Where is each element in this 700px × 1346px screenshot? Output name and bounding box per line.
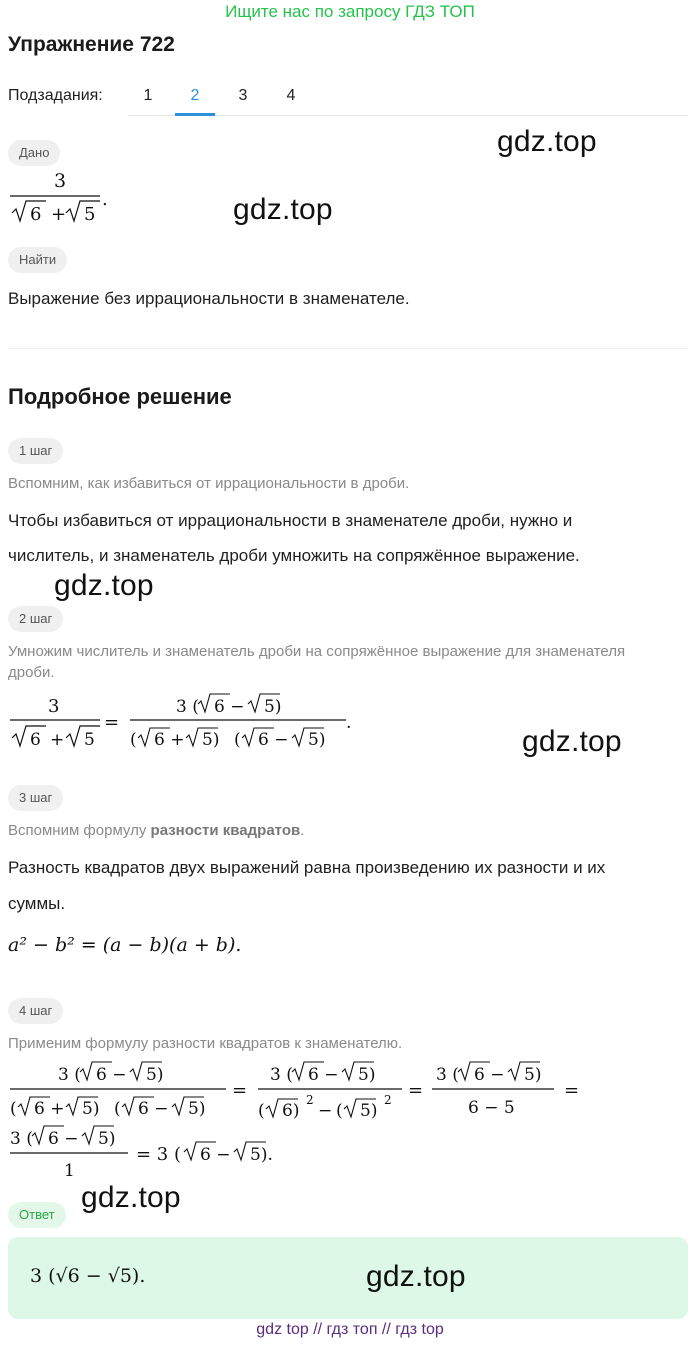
svg-text:1: 1 — [64, 1161, 75, 1181]
svg-text:=: = — [232, 1080, 248, 1101]
step-1-chip: 1 шаг — [8, 438, 63, 464]
svg-text:−: − — [318, 1101, 333, 1121]
footer-links[interactable]: gdz top // гдз топ // гдз top — [256, 1321, 444, 1338]
svg-text:5): 5) — [82, 1099, 100, 1119]
step-1-text-line1: Чтобы избавиться от иррациональности в знаменателе дроби, нужно и — [8, 511, 573, 530]
active-tab-indicator — [175, 113, 215, 116]
step-2-chip: 2 шаг — [8, 606, 63, 632]
svg-text:5): 5) — [98, 1129, 116, 1149]
svg-text:(: ( — [336, 1101, 343, 1121]
tab-4[interactable]: 4 — [286, 87, 296, 104]
search-banner[interactable]: Ищите нас по запросу ГДЗ ТОП — [225, 2, 475, 21]
tab-1[interactable]: 1 — [143, 87, 153, 104]
svg-text:3 (: 3 ( — [436, 1065, 459, 1085]
solution-title: Подробное решение — [8, 384, 232, 409]
step-4-chip: 4 шаг — [8, 998, 63, 1024]
svg-text:3: 3 — [48, 696, 60, 717]
given-den-op: + — [51, 204, 67, 225]
svg-text:3 (: 3 ( — [176, 697, 199, 717]
svg-text:6: 6 — [30, 730, 41, 750]
given-fraction — [8, 165, 118, 229]
watermark: gdz.top — [54, 569, 154, 602]
given-den-b: 5 — [84, 204, 96, 225]
svg-text:6 −: 6 − — [474, 1065, 505, 1085]
svg-text:6 +: 6 + — [154, 730, 185, 750]
subtasks-label: Подзадания: — [8, 87, 103, 104]
step-2-hint-line1: Умножим числитель и знаменатель дроби на сопряжённое выражение для знаменателя — [8, 643, 626, 660]
svg-text:5): 5) — [524, 1065, 542, 1085]
find-chip: Найти — [8, 247, 67, 273]
svg-text:5: 5 — [84, 730, 95, 750]
svg-text:2: 2 — [306, 1093, 314, 1107]
svg-text:=: = — [104, 712, 120, 733]
svg-text:5): 5) — [146, 1065, 164, 1085]
svg-text:5): 5) — [188, 1099, 206, 1119]
svg-text:5): 5) — [360, 1101, 378, 1121]
step-3-chip: 3 шаг — [8, 785, 63, 811]
watermark: gdz.top — [81, 1181, 181, 1214]
svg-text:= 3 (: = 3 ( — [136, 1144, 181, 1165]
svg-text:6): 6) — [282, 1101, 300, 1121]
answer-value: 3 (√6 − √5). — [30, 1265, 146, 1287]
find-text: Выражение без иррациональности в знаменателе. — [8, 289, 410, 308]
svg-text:6 −: 6 − — [138, 1099, 169, 1119]
svg-text:6 +: 6 + — [34, 1099, 65, 1119]
given-period: . — [102, 189, 108, 210]
svg-text:3 (: 3 ( — [270, 1065, 293, 1085]
svg-text:5): 5) — [202, 730, 220, 750]
svg-text:5): 5) — [264, 697, 282, 717]
svg-text:5).: 5). — [250, 1145, 273, 1165]
svg-text:(: ( — [130, 730, 137, 750]
svg-text:(: ( — [234, 730, 241, 750]
svg-text:6 −: 6 − — [48, 1129, 79, 1149]
svg-text:6 −: 6 − — [200, 1145, 231, 1165]
svg-text:2: 2 — [384, 1093, 392, 1107]
svg-text:3 (: 3 ( — [10, 1129, 33, 1149]
given-numerator: 3 — [54, 170, 67, 192]
step-3-hint — [8, 822, 304, 839]
step-3-hint-bold: разности квадратов — [150, 822, 301, 839]
step-1-hint: Вспомним, как избавиться от иррациональности в дроби. — [8, 475, 410, 492]
svg-text:+: + — [50, 730, 65, 750]
step-1-text-line2: числитель, и знаменатель дроби умножить на сопряжённое выражение. — [8, 546, 580, 565]
given-chip: Дано — [8, 140, 60, 166]
svg-text:(: ( — [10, 1099, 17, 1119]
step-2-hint-line2: дроби. — [8, 664, 55, 681]
section-divider — [8, 348, 688, 349]
svg-text:(: ( — [258, 1101, 265, 1121]
given-den-a: 6 — [30, 204, 42, 225]
watermark: gdz.top — [233, 193, 333, 226]
svg-text:(: ( — [114, 1099, 121, 1119]
svg-text:=: = — [408, 1080, 424, 1101]
step-3-text-line1: Разность квадратов двух выражений равна произведению их разности и их — [8, 858, 606, 877]
watermark: gdz.top — [522, 725, 622, 758]
page-title: Упражнение 722 — [8, 33, 175, 56]
svg-text:6 −: 6 − — [258, 730, 289, 750]
step-4-hint: Применим формулу разности квадратов к знаменателю. — [8, 1035, 403, 1052]
answer-chip: Ответ — [8, 1202, 66, 1228]
step-3-text-line2: суммы. — [8, 894, 66, 913]
step-4-equation — [8, 1058, 598, 1184]
svg-text:=: = — [564, 1080, 580, 1101]
svg-text:6 − 5: 6 − 5 — [468, 1098, 515, 1118]
svg-text:6 −: 6 − — [214, 697, 245, 717]
svg-text:6 −: 6 − — [96, 1065, 127, 1085]
tab-2[interactable]: 2 — [190, 87, 200, 104]
svg-text:3 (: 3 ( — [58, 1065, 81, 1085]
watermark: gdz.top — [497, 125, 597, 158]
svg-text:6 −: 6 − — [308, 1065, 339, 1085]
tab-3[interactable]: 3 — [238, 87, 248, 104]
step-3-hint-suffix: . — [300, 822, 305, 839]
step-2-equation — [8, 688, 368, 758]
svg-text:.: . — [346, 713, 352, 733]
step-3-hint-prefix: Вспомним формулу — [8, 822, 151, 839]
svg-text:5): 5) — [358, 1065, 376, 1085]
difference-of-squares-formula: a² − b² = (a − b)(a + b). — [8, 934, 242, 956]
svg-text:5): 5) — [308, 730, 326, 750]
watermark: gdz.top — [366, 1260, 466, 1293]
